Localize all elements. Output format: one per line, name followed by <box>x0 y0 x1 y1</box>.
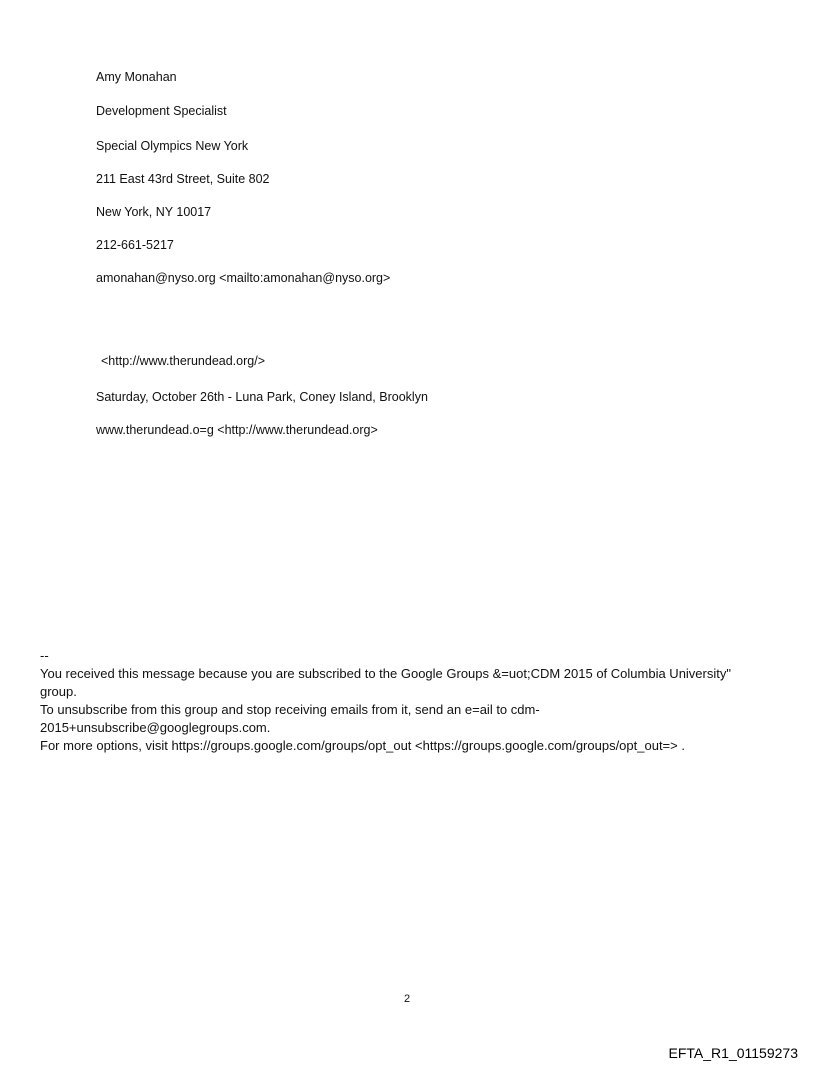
footer-unsubscribe: To unsubscribe from this group and stop receiving emails from it, send an e=ail to cdm- <box>40 702 540 717</box>
signature-phone: 212-661-5217 <box>96 238 174 252</box>
footer-subscription-notice-cont: group. <box>40 684 77 699</box>
page-number: 2 <box>404 993 411 1005</box>
event-details: Saturday, October 26th - Luna Park, Coney Island, Brooklyn <box>96 390 428 404</box>
signature-organization: Special Olympics New York <box>96 139 249 153</box>
signature-address-line2: New York, NY 10017 <box>96 205 212 219</box>
signature-title: Development Specialist <box>96 104 227 118</box>
signature-email: amonahan@nyso.org <mailto:amonahan@nyso.org> <box>96 271 391 285</box>
footer-subscription-notice: You received this message because you are subscribed to the Google Groups &=uot;CDM 2015 of Columbia University" <box>40 666 731 681</box>
footer-options: For more options, visit https://groups.google.com/groups/opt_out <https://groups.google.com/groups/opt_out=> . <box>40 738 685 753</box>
signature-address-line1: 211 East 43rd Street, Suite 802 <box>96 172 270 186</box>
event-link[interactable]: <http://www.therundead.org/> <box>101 354 265 368</box>
document-id: EFTA_R1_01159273 <box>668 1045 798 1061</box>
footer-unsubscribe-email: 2015+unsubscribe@googlegroups.com. <box>40 720 271 735</box>
signature-name: Amy Monahan <box>96 70 177 84</box>
event-website[interactable]: www.therundead.o=g <http://www.therundead.org> <box>96 423 378 437</box>
footer-separator: -- <box>40 648 49 663</box>
